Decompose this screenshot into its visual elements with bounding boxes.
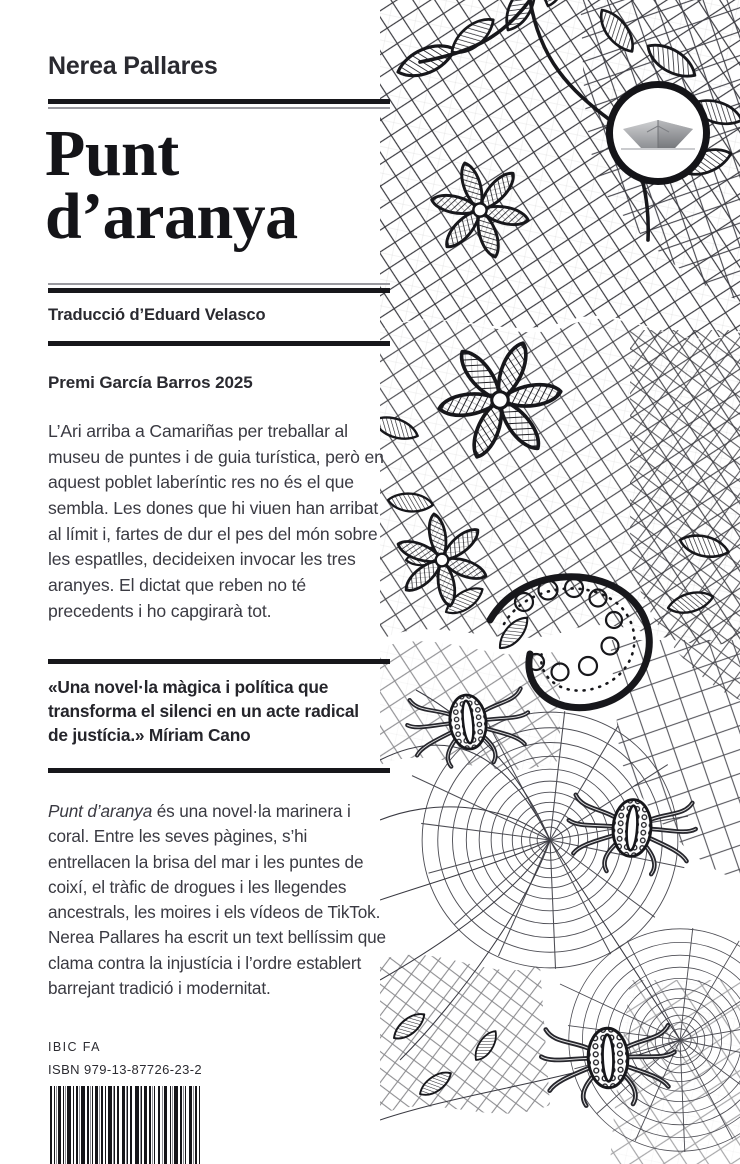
divider-thick-line xyxy=(48,768,390,773)
divider-under-translator xyxy=(48,341,390,346)
book-title-line-2: d’aranya xyxy=(45,180,298,254)
publisher-logo xyxy=(606,81,710,185)
synopsis-paragraph: L’Ari arriba a Camariñas per treballar al museu de puntes i de guia turística, però en aquest poblet laberíntic res no és el que sembla. Les dones que hi viuen han arribat al límit i, fartes de dur el pes del món sobre les espatlles, decideixen invocar les tres aranyes. El dictat que reben no té precedents i ho capgirarà tot. xyxy=(48,421,384,621)
isbn-barcode xyxy=(48,1086,204,1164)
paper-boat-icon xyxy=(621,112,695,154)
closing-paragraph xyxy=(48,799,394,1001)
isbn-code: ISBN 979-13-87726-23-2 xyxy=(48,1062,203,1077)
book-title-line-1: Punt xyxy=(45,117,179,190)
author-name: Nerea Pallares xyxy=(48,52,218,80)
divider-thick-line xyxy=(48,288,390,293)
award-badge: Premi García Barros 2025 xyxy=(48,373,253,392)
divider-thin-line xyxy=(48,107,390,109)
divider-below-quote xyxy=(48,768,390,773)
back-cover-text-column xyxy=(45,0,390,1164)
divider-above-quote xyxy=(48,659,390,664)
ibic-code: IBIC FA xyxy=(48,1040,101,1054)
translator-credit: Traducció d’Eduard Velasco xyxy=(48,306,266,324)
book-title xyxy=(45,117,298,254)
divider-thick-line xyxy=(48,341,390,346)
closing-paragraph-rest: és una novel·la marinera i coral. Entre les seves pàgines, s’hi entrellacen la brisa del mar i les puntes de coixí, el tràfic de drogues i les llegendes ancestrals, les moires i els vídeos de TikTok. Nerea Pallares ha escrit un text bellíssim que clama contra la injustícia i l’ordre establert barrejant tradició i modernitat. xyxy=(48,801,386,998)
divider-thick-line xyxy=(48,659,390,664)
closing-title-italic: Punt d’aranya xyxy=(48,801,153,821)
divider-under-title xyxy=(48,283,390,293)
review-quote: «Una novel·la màgica i política que transforma el silenci en un acte radical de justícia.» Míriam Cano xyxy=(48,677,359,745)
divider-under-author xyxy=(48,99,390,109)
